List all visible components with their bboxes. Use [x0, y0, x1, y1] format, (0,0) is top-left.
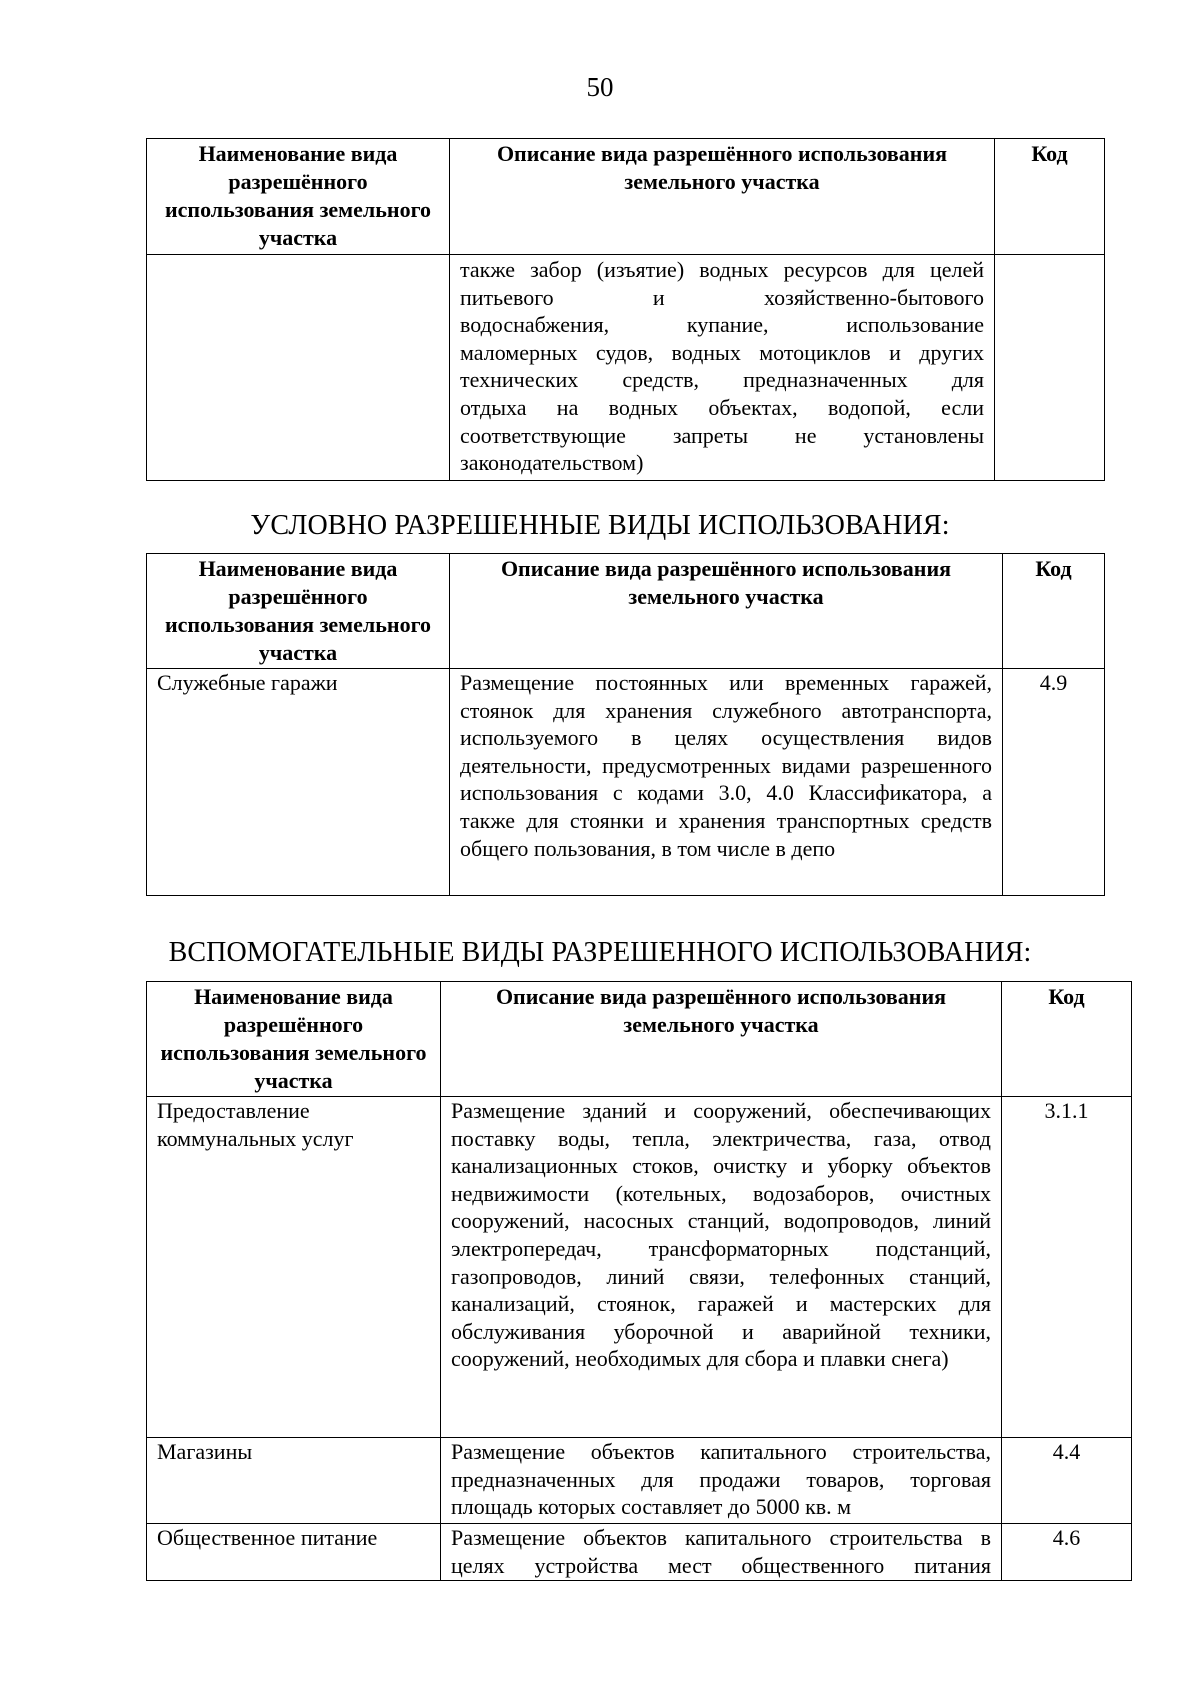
table-row — [147, 1097, 1132, 1438]
header-name: Наименование вида разрешённого использования земельного участка — [147, 982, 441, 1097]
table-header-row — [147, 139, 1105, 255]
row-code: 3.1.1 — [1002, 1097, 1132, 1438]
row-name — [147, 255, 450, 481]
description-line: питьевого и хозяйственно-бытового — [460, 284, 984, 310]
description-line: законодательством) — [460, 450, 644, 476]
table-header-row — [147, 554, 1105, 669]
header-name: Наименование вида разрешённого использования земельного участка — [147, 139, 450, 255]
header-description: Описание вида разрешённого использования земельного участка — [450, 554, 1003, 669]
row-name: Служебные гаражи — [147, 669, 450, 896]
row-description: Размещение зданий и сооружений, обеспечивающих поставку воды, тепла, электричества, газа, отвод канализационных стоков, очистку и уборку объектов недвижимости (котельных, водозаборов, очистных сооружений, насосных станций, водопроводов, линий электропередач, трансформаторных подстанций, газопроводов, линий связи, телефонных станций, канализаций, стоянок, гаражей и мастерских для обслуживания уборочной и аварийной техники, сооружений, необходимых для сбора и плавки снега) — [441, 1097, 1002, 1438]
description-line: отдыха на водных объектах, водопой, если — [460, 394, 984, 420]
description-line: маломерных судов, водных мотоциклов и других — [460, 339, 984, 365]
row-description: Размещение постоянных или временных гаражей, стоянок для хранения служебного автотранспорта, используемого в целях осуществления видов деятельности, предусмотренных видами разрешенного использования с кодами 3.0, 4.0 Классификатора, а также для стоянки и хранения транспортных средств общего пользования, в том числе в депо — [450, 669, 1003, 896]
header-code: Код — [995, 139, 1105, 255]
table-header-row — [147, 982, 1132, 1097]
row-name: Предоставление коммунальных услуг — [147, 1097, 441, 1438]
description-line: водоснабжения, купание, использование — [460, 312, 984, 338]
description-line: соответствующие запреты не установлены — [460, 422, 984, 448]
table-row — [147, 1438, 1132, 1524]
row-code: 4.4 — [1002, 1438, 1132, 1524]
description-line: технических средств, предназначенных для — [460, 367, 984, 393]
section-heading-auxiliary: ВСПОМОГАТЕЛЬНЫЕ ВИДЫ РАЗРЕШЕННОГО ИСПОЛЬЗОВАНИЯ: — [168, 937, 1032, 968]
table-row — [147, 669, 1105, 896]
description-line: также забор (изъятие) водных ресурсов для целей — [460, 257, 984, 282]
row-description — [450, 255, 995, 481]
row-name: Общественное питание — [147, 1524, 441, 1581]
table-row — [147, 1524, 1132, 1581]
row-description: Размещение объектов капитального строительства в целях устройства мест общественного питания — [441, 1524, 1002, 1581]
row-code: 4.6 — [1002, 1524, 1132, 1581]
table-auxiliary-uses — [146, 981, 1132, 1581]
row-code — [995, 255, 1105, 481]
header-description: Описание вида разрешённого использования земельного участка — [450, 139, 995, 255]
header-code: Код — [1003, 554, 1105, 669]
header-code: Код — [1002, 982, 1132, 1097]
table-row — [147, 255, 1105, 481]
row-code: 4.9 — [1003, 669, 1105, 896]
page-number: 50 — [586, 72, 614, 102]
row-name: Магазины — [147, 1438, 441, 1524]
row-description: Размещение объектов капитального строительства, предназначенных для продажи товаров, торговая площадь которых составляет до 5000 кв. м — [441, 1438, 1002, 1524]
header-name: Наименование вида разрешённого использования земельного участка — [147, 554, 450, 669]
section-heading-conditional: УСЛОВНО РАЗРЕШЕННЫЕ ВИДЫ ИСПОЛЬЗОВАНИЯ: — [250, 510, 950, 541]
table-conditional-uses — [146, 553, 1105, 896]
table-continuation — [146, 138, 1105, 481]
header-description: Описание вида разрешённого использования земельного участка — [441, 982, 1002, 1097]
